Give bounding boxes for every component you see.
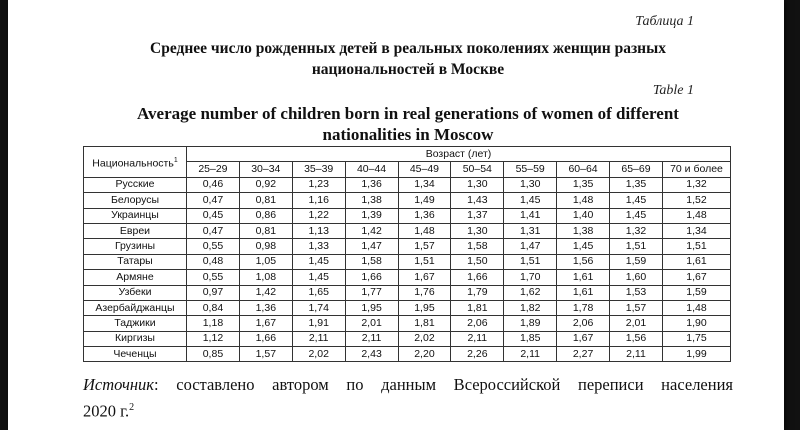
value-cell: 1,50 [451, 254, 504, 269]
table-row [84, 177, 731, 192]
value-cell: 1,34 [398, 177, 451, 192]
value-cell: 1,49 [398, 193, 451, 208]
value-cell: 1,45 [610, 208, 663, 223]
value-cell: 1,59 [610, 254, 663, 269]
value-cell: 1,48 [557, 193, 610, 208]
value-cell: 1,39 [345, 208, 398, 223]
value-cell: 1,61 [662, 254, 730, 269]
value-cell: 1,30 [504, 177, 557, 192]
value-cell: 1,67 [398, 270, 451, 285]
value-cell: 0,55 [187, 270, 240, 285]
value-cell: 1,51 [610, 239, 663, 254]
value-cell: 1,60 [610, 270, 663, 285]
value-cell: 1,47 [345, 239, 398, 254]
nationality-footnote: 1 [173, 156, 178, 164]
value-cell: 1,99 [662, 347, 730, 362]
value-cell: 1,35 [610, 177, 663, 192]
value-cell: 1,33 [292, 239, 345, 254]
source-footnote: 2 [129, 402, 135, 413]
source-text-line2: 2020 г. [83, 401, 130, 421]
value-cell: 1,45 [557, 239, 610, 254]
table-row [84, 270, 731, 285]
value-cell: 1,47 [504, 239, 557, 254]
table-title-en-line1: Average number of children born in real generations of women of different [137, 104, 679, 123]
value-cell: 1,32 [662, 177, 730, 192]
value-cell: 1,13 [292, 223, 345, 238]
age-group-header: 50–54 [451, 162, 504, 177]
value-cell: 2,01 [610, 316, 663, 331]
nationality-cell: Украинцы [84, 208, 187, 223]
value-cell: 1,42 [345, 223, 398, 238]
value-cell: 1,38 [345, 193, 398, 208]
nationality-cell: Киргизы [84, 331, 187, 346]
nationality-cell: Белорусы [84, 193, 187, 208]
table-row [84, 223, 731, 238]
value-cell: 0,55 [187, 239, 240, 254]
value-cell: 2,20 [398, 347, 451, 362]
value-cell: 1,67 [662, 270, 730, 285]
value-cell: 1,95 [398, 300, 451, 315]
nationality-cell: Азербайджанцы [84, 300, 187, 315]
value-cell: 1,57 [239, 347, 292, 362]
table-row [84, 193, 731, 208]
value-cell: 2,11 [504, 347, 557, 362]
value-cell: 1,57 [398, 239, 451, 254]
value-cell: 0,85 [187, 347, 240, 362]
age-group-header: 35–39 [292, 162, 345, 177]
value-cell: 2,11 [451, 331, 504, 346]
table-body [84, 177, 731, 362]
value-cell: 0,84 [187, 300, 240, 315]
value-cell: 1,45 [504, 193, 557, 208]
source-label: Источник [83, 375, 155, 394]
value-cell: 1,51 [398, 254, 451, 269]
value-cell: 1,30 [451, 177, 504, 192]
value-cell: 2,43 [345, 347, 398, 362]
value-cell: 1,90 [662, 316, 730, 331]
value-cell: 2,02 [398, 331, 451, 346]
table-title-ru-line2: национальностей в Москве [311, 61, 505, 78]
value-cell: 1,34 [662, 223, 730, 238]
value-cell: 1,30 [451, 223, 504, 238]
value-cell: 1,12 [187, 331, 240, 346]
value-cell: 1,16 [292, 193, 345, 208]
value-cell: 1,23 [292, 177, 345, 192]
value-cell: 1,56 [557, 254, 610, 269]
value-cell: 1,32 [610, 223, 663, 238]
value-cell: 1,79 [451, 285, 504, 300]
table-row [84, 347, 731, 362]
value-cell: 1,40 [557, 208, 610, 223]
nationality-cell: Русские [84, 177, 187, 192]
value-cell: 2,02 [292, 347, 345, 362]
value-cell: 1,89 [504, 316, 557, 331]
value-cell: 1,67 [557, 331, 610, 346]
value-cell: 0,92 [239, 177, 292, 192]
source-text-line1: : составлено автором по данным Всероссийской переписи населения [154, 375, 733, 394]
value-cell: 1,62 [504, 285, 557, 300]
value-cell: 1,36 [398, 208, 451, 223]
value-cell: 1,82 [504, 300, 557, 315]
table-row [84, 300, 731, 315]
value-cell: 1,45 [610, 193, 663, 208]
value-cell: 1,77 [345, 285, 398, 300]
table-row [84, 316, 731, 331]
value-cell: 2,11 [292, 331, 345, 346]
value-cell: 0,81 [239, 193, 292, 208]
value-cell: 1,38 [557, 223, 610, 238]
table-label-ru: Таблица 1 [635, 14, 694, 29]
age-group-header: 25–29 [187, 162, 240, 177]
value-cell: 1,56 [610, 331, 663, 346]
value-cell: 1,67 [239, 316, 292, 331]
value-cell: 1,53 [610, 285, 663, 300]
value-cell: 0,81 [239, 223, 292, 238]
value-cell: 1,66 [451, 270, 504, 285]
table-label-en: Table 1 [652, 83, 694, 98]
value-cell: 0,46 [187, 177, 240, 192]
age-group-header: 45–49 [398, 162, 451, 177]
source-note-line2 [83, 397, 134, 423]
table-header-row [84, 147, 731, 162]
value-cell: 1,36 [345, 177, 398, 192]
value-cell: 1,48 [398, 223, 451, 238]
value-cell: 1,22 [292, 208, 345, 223]
value-cell: 1,35 [557, 177, 610, 192]
value-cell: 1,95 [345, 300, 398, 315]
value-cell: 1,66 [239, 331, 292, 346]
table-row [84, 254, 731, 269]
age-group-header: 70 и более [662, 162, 730, 177]
value-cell: 2,01 [345, 316, 398, 331]
nationality-cell: Татары [84, 254, 187, 269]
value-cell: 2,26 [451, 347, 504, 362]
value-cell: 1,65 [292, 285, 345, 300]
table-row [84, 331, 731, 346]
value-cell: 1,74 [292, 300, 345, 315]
value-cell: 1,61 [557, 270, 610, 285]
age-group-header: 40–44 [345, 162, 398, 177]
table-title-ru [68, 38, 748, 80]
value-cell: 0,45 [187, 208, 240, 223]
value-cell: 1,43 [451, 193, 504, 208]
table-row [84, 239, 731, 254]
nationality-cell: Армяне [84, 270, 187, 285]
value-cell: 2,06 [557, 316, 610, 331]
value-cell: 1,37 [451, 208, 504, 223]
value-cell: 2,11 [610, 347, 663, 362]
value-cell: 0,48 [187, 254, 240, 269]
value-cell: 1,18 [187, 316, 240, 331]
value-cell: 1,59 [662, 285, 730, 300]
value-cell: 1,58 [345, 254, 398, 269]
value-cell: 1,75 [662, 331, 730, 346]
value-cell: 1,58 [451, 239, 504, 254]
value-cell: 0,47 [187, 193, 240, 208]
value-cell: 1,51 [504, 254, 557, 269]
value-cell: 1,48 [662, 208, 730, 223]
value-cell: 1,51 [662, 239, 730, 254]
value-cell: 1,85 [504, 331, 557, 346]
value-cell: 1,81 [398, 316, 451, 331]
age-header: Возраст (лет) [187, 147, 731, 162]
value-cell: 1,45 [292, 270, 345, 285]
source-note [83, 374, 733, 396]
value-cell: 1,41 [504, 208, 557, 223]
value-cell: 1,57 [610, 300, 663, 315]
age-group-header: 60–64 [557, 162, 610, 177]
table-row [84, 208, 731, 223]
table-title-ru-line1: Среднее число рожденных детей в реальных поколениях женщин разных [150, 40, 666, 57]
nationality-cell: Чеченцы [84, 347, 187, 362]
value-cell: 0,47 [187, 223, 240, 238]
nationality-header: Национальность$^1$ [84, 147, 187, 178]
value-cell: 2,06 [451, 316, 504, 331]
value-cell: 2,11 [345, 331, 398, 346]
value-cell: 1,08 [239, 270, 292, 285]
nationality-cell: Евреи [84, 223, 187, 238]
fertility-table [83, 146, 731, 362]
value-cell: 1,78 [557, 300, 610, 315]
nationality-cell: Грузины [84, 239, 187, 254]
table-title-en-line2: nationalities in Moscow [322, 125, 494, 144]
age-group-header: 30–34 [239, 162, 292, 177]
age-group-header: 55–59 [504, 162, 557, 177]
value-cell: 1,61 [557, 285, 610, 300]
value-cell: 0,86 [239, 208, 292, 223]
value-cell: 1,48 [662, 300, 730, 315]
table-title-en [68, 103, 748, 145]
nationality-cell: Таджики [84, 316, 187, 331]
value-cell: 0,98 [239, 239, 292, 254]
table-row [84, 285, 731, 300]
value-cell: 0,97 [187, 285, 240, 300]
age-group-header: 65–69 [610, 162, 663, 177]
value-cell: 1,91 [292, 316, 345, 331]
value-cell: 1,52 [662, 193, 730, 208]
value-cell: 1,81 [451, 300, 504, 315]
value-cell: 2,27 [557, 347, 610, 362]
value-cell: 1,05 [239, 254, 292, 269]
value-cell: 1,76 [398, 285, 451, 300]
value-cell: 1,42 [239, 285, 292, 300]
value-cell: 1,70 [504, 270, 557, 285]
value-cell: 1,66 [345, 270, 398, 285]
value-cell: 1,45 [292, 254, 345, 269]
value-cell: 1,31 [504, 223, 557, 238]
document-page [8, 0, 784, 430]
value-cell: 1,36 [239, 300, 292, 315]
nationality-cell: Узбеки [84, 285, 187, 300]
